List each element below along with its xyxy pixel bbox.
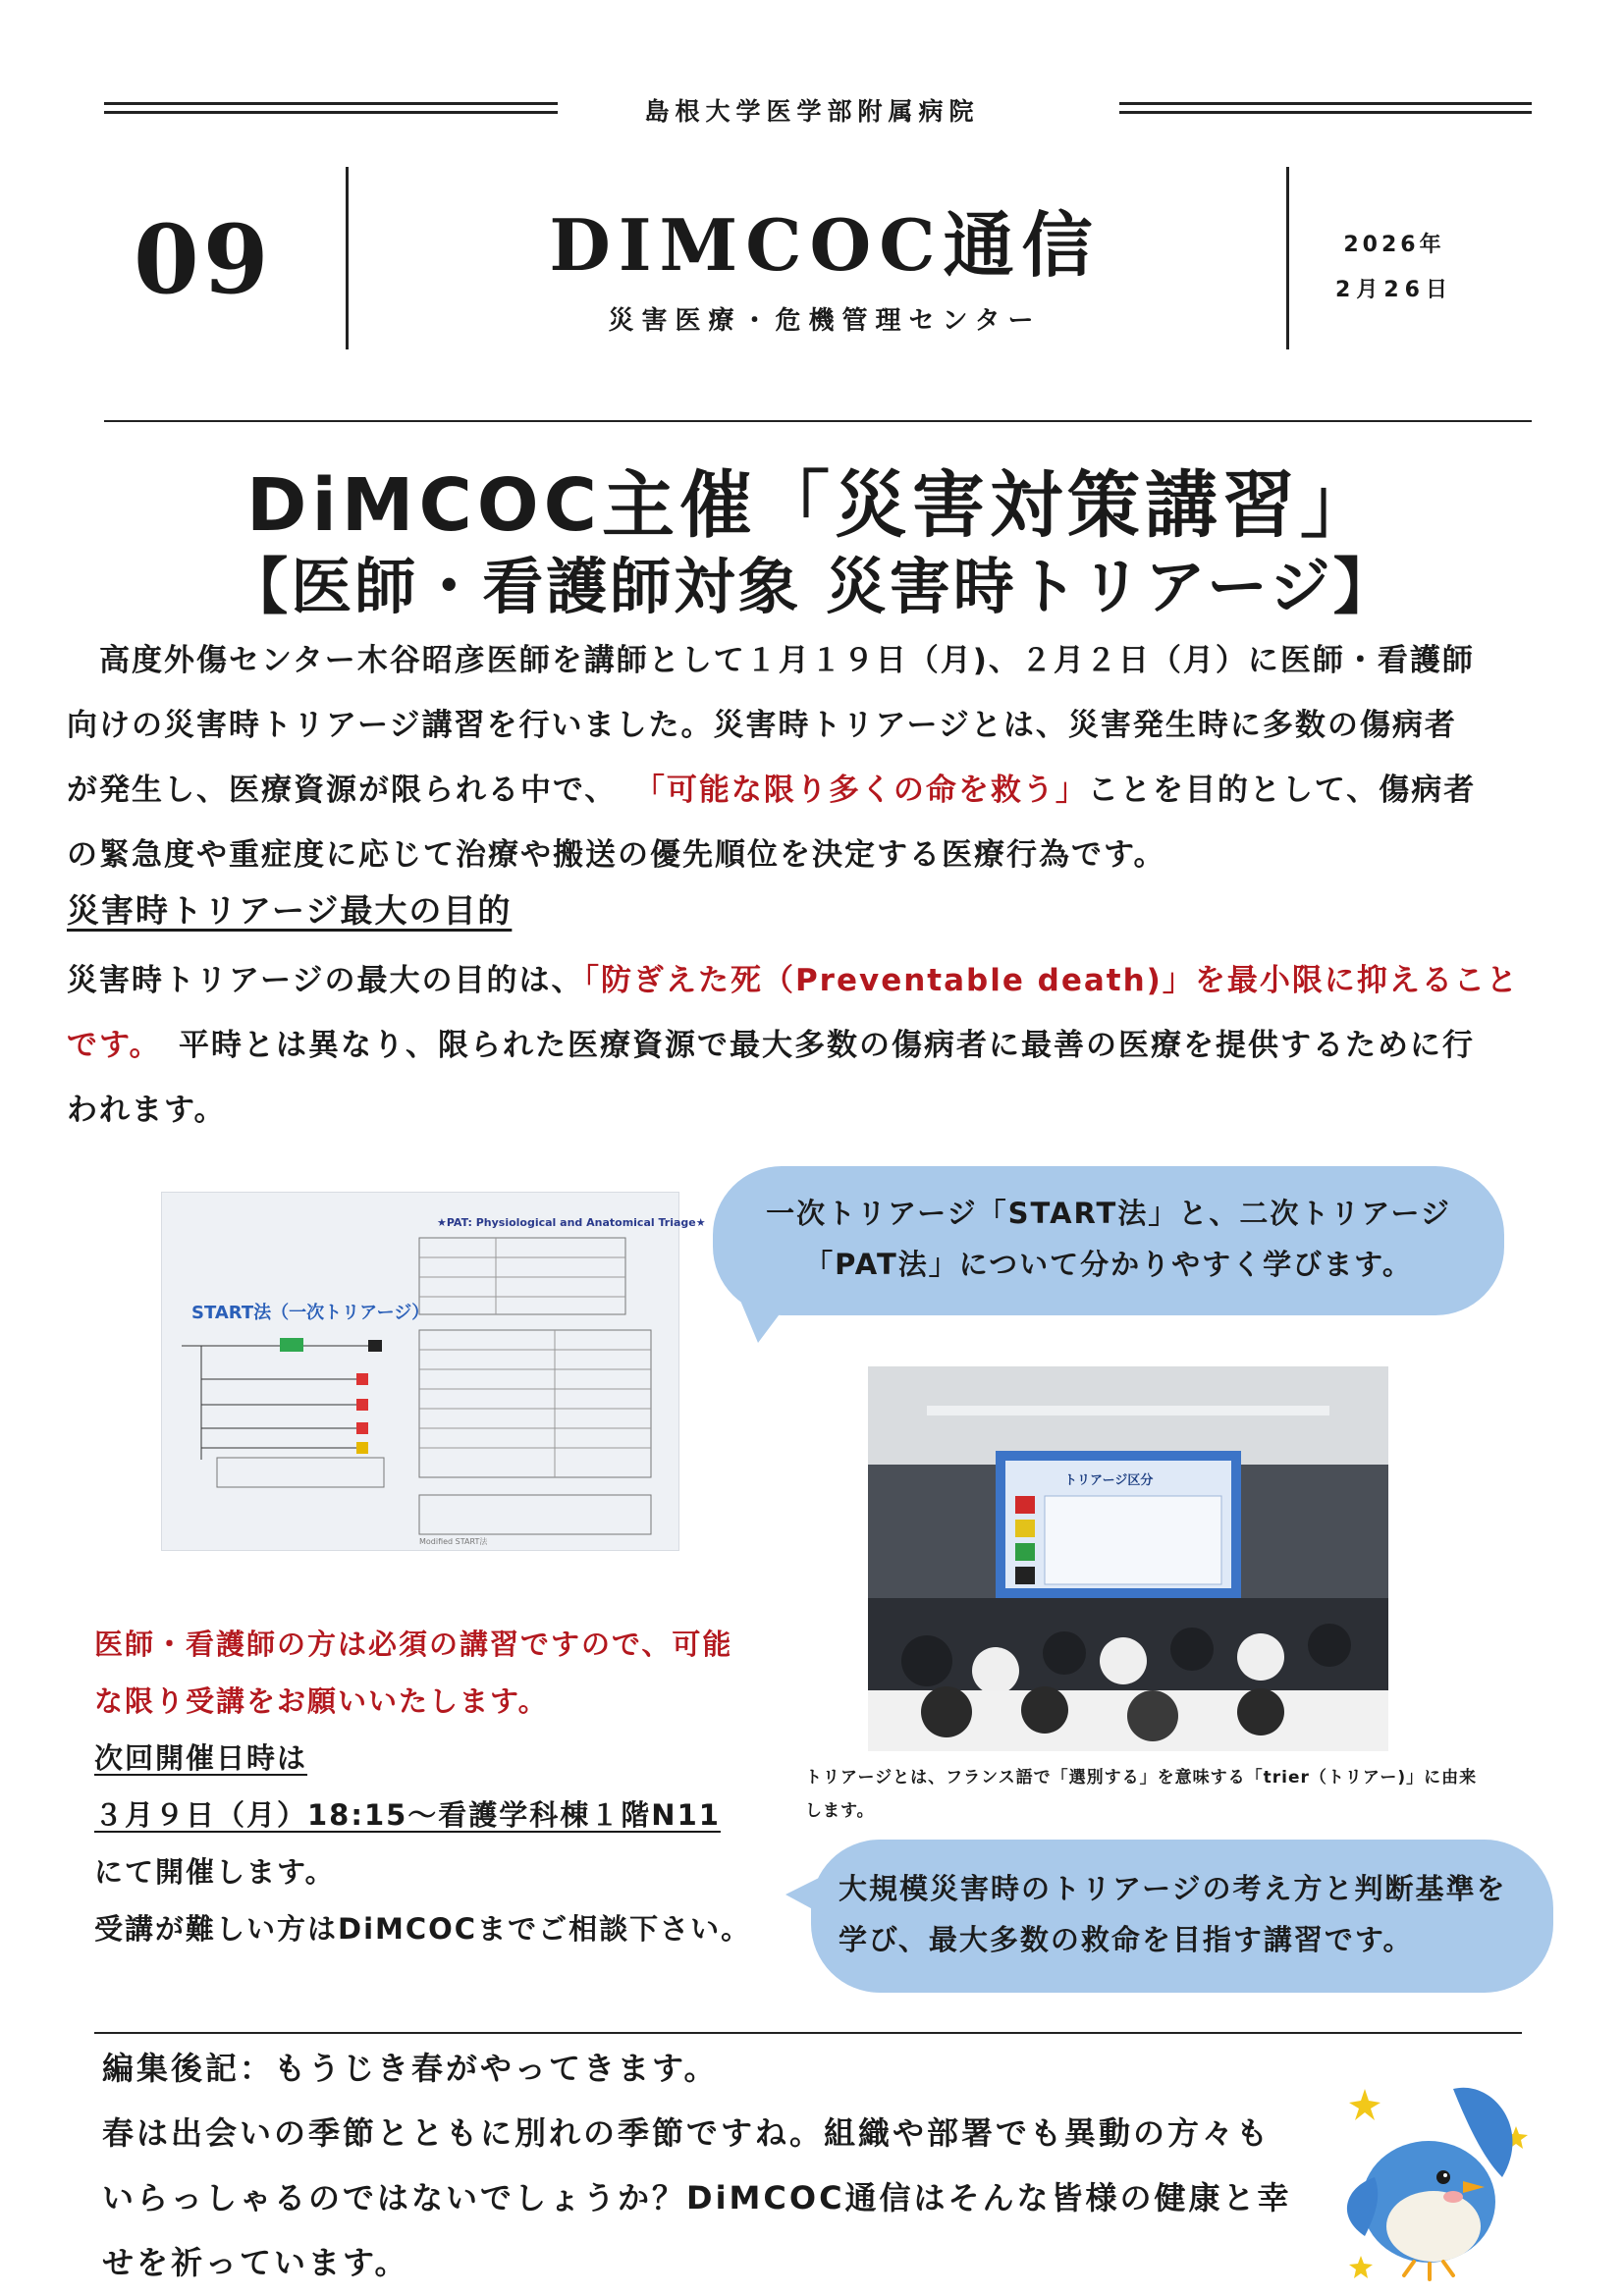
notice-text: にて開催します。 [94,1855,336,1889]
postscript-rule [94,2032,1522,2034]
postscript-title: 編集後記：もうじき春がやってきます。 [102,2050,719,2087]
intro-highlight: 「可能な限り多くの命を救う」 [633,773,1088,808]
intro-line [67,628,1569,693]
lecture-photo [868,1366,1388,1751]
postscript-line: せを祈っています。 [102,2244,409,2281]
issue-date-year: 2026年 [1343,233,1445,257]
purpose-highlight: です。 [67,1028,162,1063]
purpose-line [67,948,1569,1013]
pat-header: ★PAT: Physiological and Anatomical Triage★ [437,1216,706,1229]
bubble-tail [738,1296,797,1345]
photo-caption [805,1761,1591,1828]
next-session-label: 次回開催日時は [94,1741,308,1775]
issue-number: 09 [134,204,273,315]
contact-text: 受講が難しい方はDiMCOCまでご相談下さい。 [94,1912,752,1946]
speech-bubble-methods [713,1166,1504,1315]
required-notice: 医師・看護師の方は必須の講習ですので、可能 [94,1628,733,1661]
bubble-tail [785,1871,835,1930]
issue-date-day: 2月26日 [1335,278,1453,302]
next-session-datetime: ３月９日（月）18:15～看護学科棟１階N11 [94,1798,721,1832]
required-notice: な限り受講をお願いいたします。 [94,1684,549,1718]
intro-text: ことを目的として、傷病者 [1087,773,1477,808]
header-divider-right [1286,167,1289,349]
bubble-line: 大規模災害時のトリアージの考え方と判断基準を [839,1872,1507,1905]
article-title: DiMCOC主催「災害対策講習」 [246,463,1378,548]
header-divider-left [346,167,349,349]
bubble-line: 「PAT法」について分かりやすく学びます。 [804,1248,1413,1281]
header-bottom-rule [104,420,1532,422]
bluebird-icon [1306,2069,1551,2285]
bubble-line: 一次トリアージ「START法」と、二次トリアージ [766,1197,1451,1230]
speech-bubble-purpose [811,1840,1553,1993]
intro-line [67,758,1569,823]
purpose-text: 災害時トリアージの最大の目的は、 [67,963,584,998]
postscript-block [102,2036,1339,2295]
intro-line: の緊急度や重症度に応じて治療や搬送の優先順位を決定する医療行為です。 [67,837,1166,873]
bubble-text [713,1166,1504,1290]
article-subtitle: 【医師・看護師対象 災害時トリアージ】 [227,551,1397,622]
purpose-paragraph [67,948,1569,1143]
intro-text: 高度外傷センター木谷昭彦医師を講師として１月１９日（月)、２月２日（月）に医師・看護師 [99,643,1475,678]
postscript-line: 春は出会いの季節とともに別れの季節ですね。組織や部署でも異動の方々も [102,2114,1272,2152]
handout-footer: Modified START法 [419,1537,488,1546]
purpose-line: われます。 [67,1093,227,1128]
caption-line: します。 [805,1801,875,1821]
section-title: 災害時トリアージ最大の目的 [67,891,513,930]
newsletter-title: DIMCOC通信 [549,203,1101,287]
purpose-highlight: 「防ぎえた死（Preventable death)」を最小限に抑えること [583,963,1519,998]
slide-title: トリアージ区分 [1064,1473,1154,1488]
header-rule-right [1119,102,1532,114]
bubble-line: 学び、最大多数の救命を目指す講習です。 [839,1923,1414,1956]
hospital-name: 島根大学医学部附属病院 [644,97,980,126]
intro-line: 向けの災害時トリアージ講習を行いました。災害時トリアージとは、災害発生時に多数の傷病者 [67,708,1457,743]
intro-text: が発生し、医療資源が限られる中で、 [67,773,618,808]
center-name: 災害医療・危機管理センター [608,306,1042,336]
caption-line: トリアージとは、フランス語で「選別する」を意味する「trier（トリアー)」に由来 [805,1768,1478,1788]
purpose-text: 平時とは異なり、限られた医療資源で最大多数の傷病者に最善の医療を提供するために行 [179,1028,1476,1063]
notice-block [94,1616,751,1957]
postscript-line: いらっしゃるのではないでしょうか？DiMCOC通信はそんな皆様の健康と幸 [102,2179,1292,2216]
bubble-text [811,1840,1553,1965]
triage-handout-photo [161,1192,706,1551]
start-title: START法（一次トリアージ） [191,1303,430,1323]
lecture-drawing [868,1366,1388,1751]
purpose-line [67,1013,1569,1078]
triage-handout-drawing [162,1193,706,1550]
intro-paragraph [67,628,1569,887]
